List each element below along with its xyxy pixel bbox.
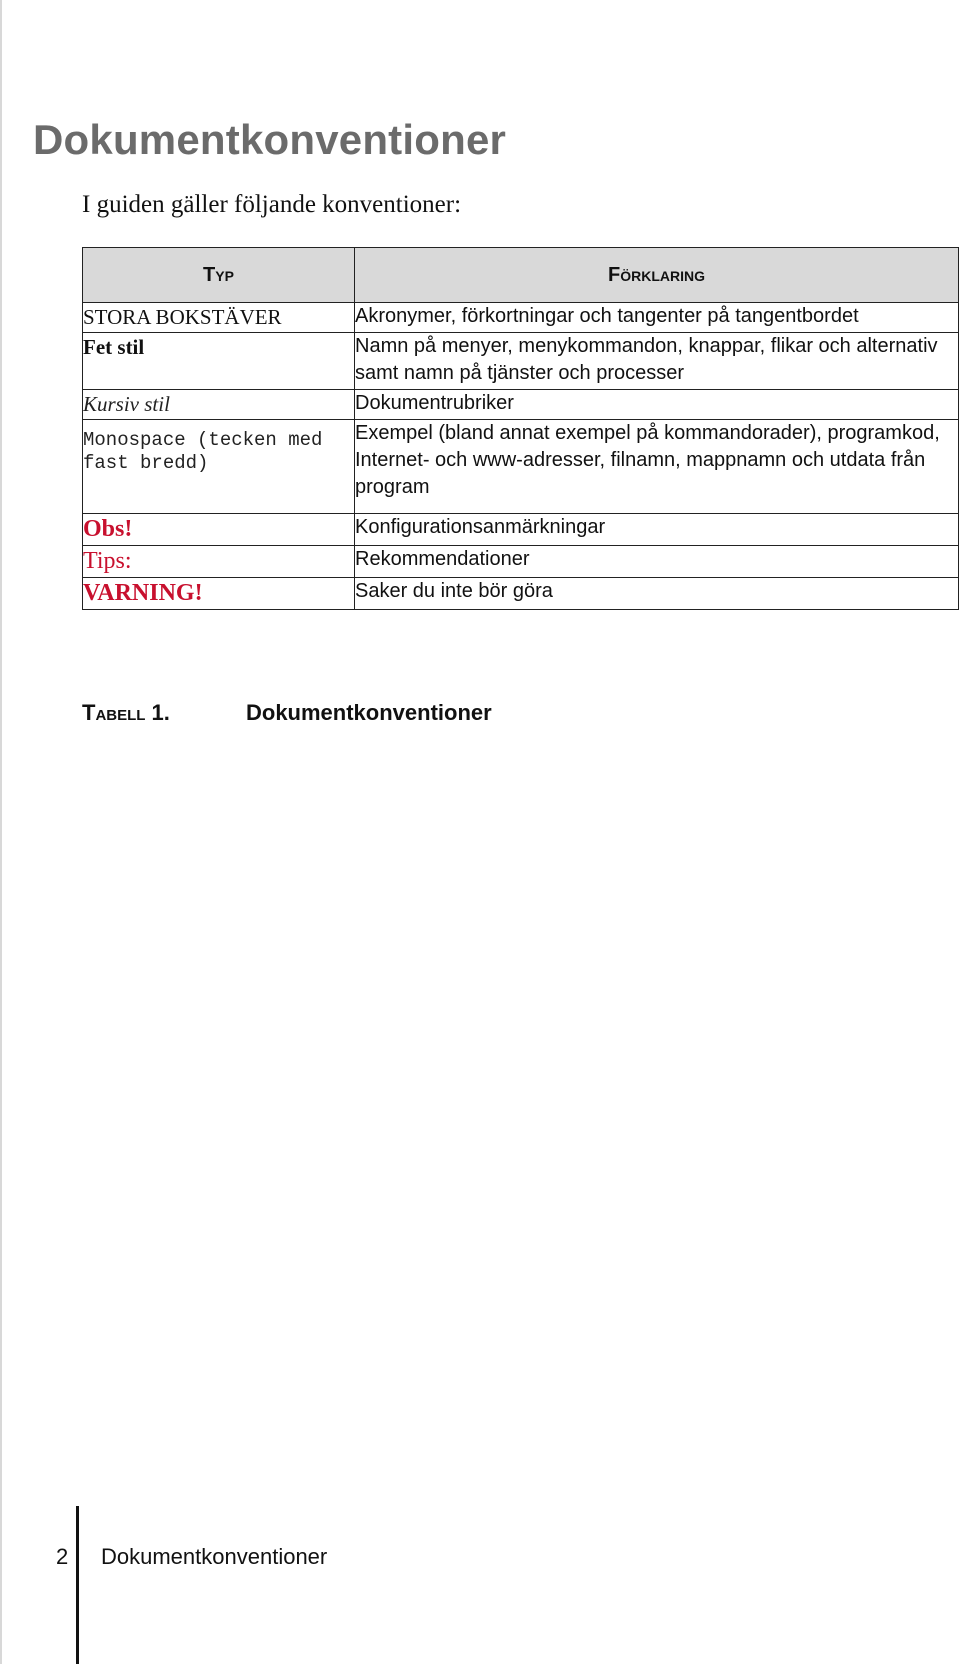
type-note: Obs! xyxy=(83,516,133,542)
type-cell xyxy=(83,303,355,333)
header-type: Typ xyxy=(83,248,355,303)
type-uppercase: STORA BOKSTÄVER xyxy=(83,305,282,329)
intro-text: I guiden gäller följande konventioner: xyxy=(82,191,462,218)
table-row xyxy=(83,546,959,578)
page-edge-line xyxy=(0,0,2,1664)
explanation-cell: Konfigurationsanmärkningar xyxy=(355,514,959,546)
explanation-cell: Akronymer, förkortningar och tangenter på tangentbordet xyxy=(355,303,959,333)
table-row xyxy=(83,420,959,514)
page-heading: Dokumentkonventioner xyxy=(33,116,507,163)
type-cell xyxy=(83,390,355,420)
explanation-cell: Rekommendationer xyxy=(355,546,959,578)
explanation-cell: Namn på menyer, menykommandon, knappar, flikar och alternativ samt namn på tjänster och processer xyxy=(355,333,959,390)
caption-title: Dokumentkonventioner xyxy=(246,700,492,725)
type-warning: VARNING! xyxy=(83,580,203,606)
table-row xyxy=(83,578,959,610)
header-explanation: Förklaring xyxy=(355,248,959,303)
table-row xyxy=(83,514,959,546)
type-cell xyxy=(83,333,355,390)
table-caption xyxy=(82,700,492,726)
type-bold: Fet stil xyxy=(83,335,145,359)
type-tips: Tips: xyxy=(83,548,132,574)
type-cell xyxy=(83,420,355,514)
type-cell xyxy=(83,578,355,610)
type-italic: Kursiv stil xyxy=(83,392,170,416)
footer-divider xyxy=(76,1506,79,1664)
explanation-cell: Exempel (bland annat exempel på kommandorader), programkod, Internet- och www-adresser, filnamn, mappnamn och utdata från program xyxy=(355,420,959,514)
conventions-table xyxy=(82,247,959,610)
footer-section-title: Dokumentkonventioner xyxy=(101,1544,328,1569)
explanation-cell: Dokumentrubriker xyxy=(355,390,959,420)
type-cell xyxy=(83,514,355,546)
table-row xyxy=(83,303,959,333)
explanation-cell: Saker du inte bör göra xyxy=(355,578,959,610)
table-row xyxy=(83,390,959,420)
page-number: 2 xyxy=(56,1544,69,1569)
table-header-row xyxy=(83,248,959,303)
type-monospace: Monospace (tecken med fast bredd) xyxy=(83,429,323,474)
type-cell xyxy=(83,546,355,578)
caption-label: Tabell 1. xyxy=(82,700,170,725)
table-row xyxy=(83,333,959,390)
